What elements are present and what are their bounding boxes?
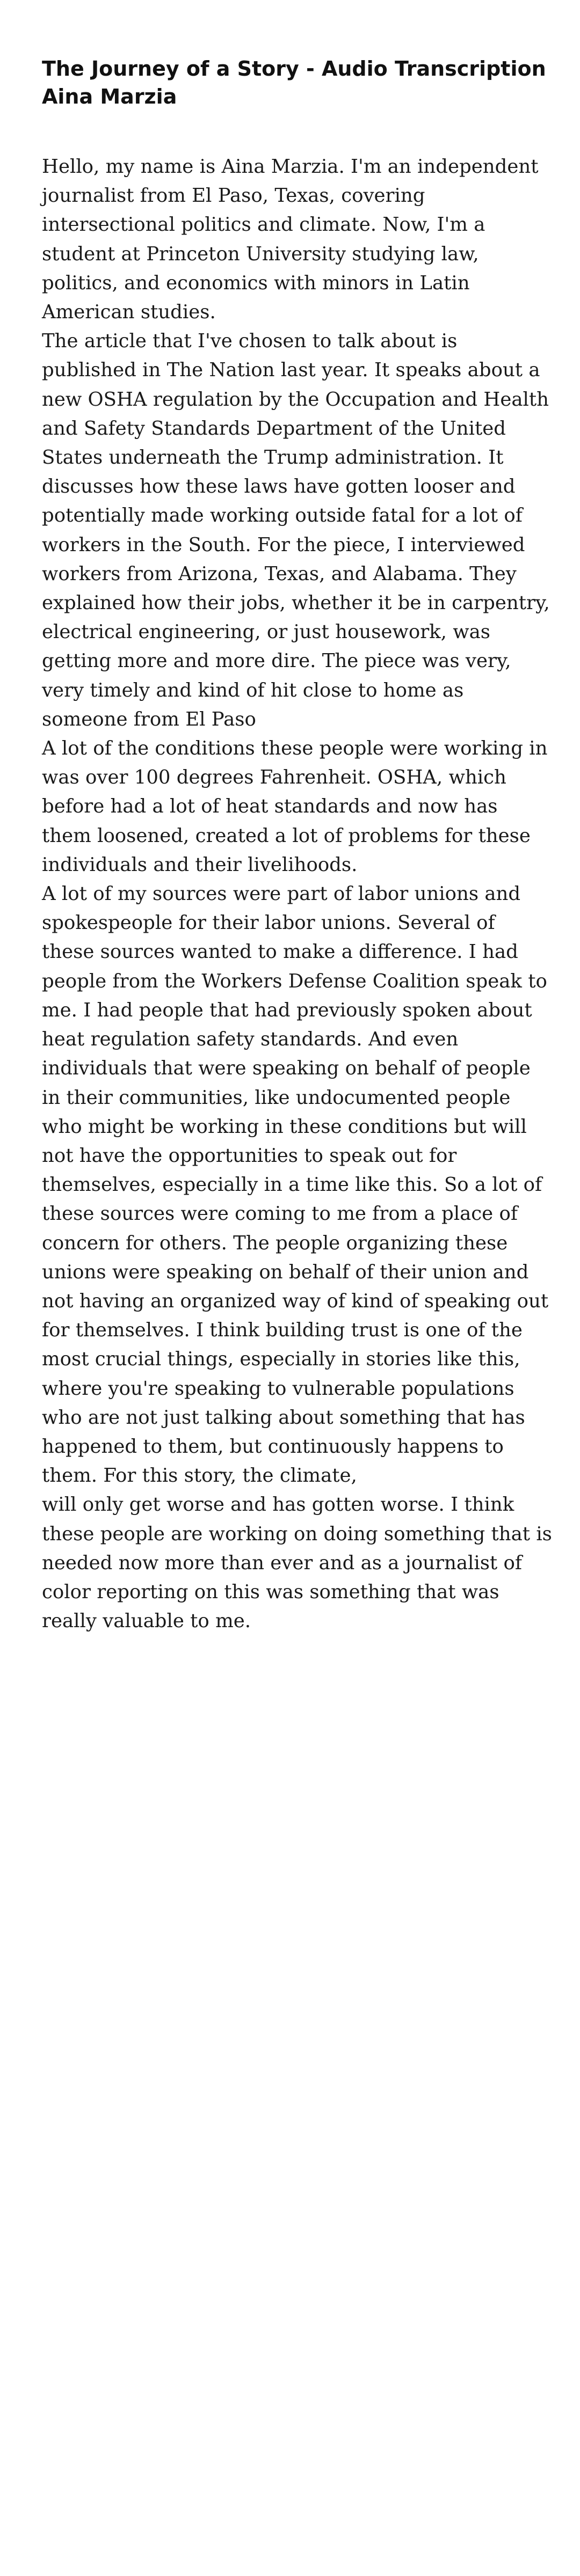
paragraph-conditions: A lot of the conditions these people were working in was over 100 degrees Fahrenheit. OSHA, which before had a lot of heat standards and now has them loosened, created a lot of problems for these individuals and their livelihoods. (42, 737, 548, 876)
transcript-body (42, 152, 552, 1636)
paragraph-introduction: Hello, my name is Aina Marzia. I'm an independent journalist from El Paso, Texas, covering intersectional politics and climate. Now, I'm a student at Princeton University studying law, politics, and economics with minors in Latin American studies. (42, 156, 539, 324)
paragraph-conclusion: will only get worse and has gotten worse. I think these people are working on doing something that is needed now more than ever and as a journalist of color reporting on this was something that was really valuable to me. (42, 1494, 552, 1633)
document-title (42, 55, 547, 111)
author-name: Aina Marzia (42, 85, 177, 108)
paragraph-article: The article that I've chosen to talk about is published in The Nation last year. It speaks about a new OSHA regulation by the Occupation and Health and Safety Standards Department of the United States underneath the Trump administration. It discusses how these laws have gotten looser and potentially made working outside fatal for a lot of workers in the South. For the piece, I interviewed workers from Arizona, Texas, and Alabama. They explained how their jobs, whether it be in carpentry, electrical engineering, or just housework, was getting more and more dire. The piece was very, very timely and kind of hit close to home as someone from El Paso (42, 330, 550, 730)
paragraph-sources: A lot of my sources were part of labor unions and spokespeople for their labor unions. Several of these sources wanted to make a difference. I had people from the Workers Defense Coalition speak to me. I had people that had previously spoken about heat regulation safety standards. And even individuals that were speaking on behalf of people in their communities, like undocumented people who might be working in these conditions but will not have the opportunities to speak out for themselves, especially in a time like this. So a lot of these sources were coming to me from a place of concern for others. The people organizing these unions were speaking on behalf of their union and not having an organized way of kind of speaking out for themselves. I think building trust is one of the most crucial things, especially in stories like this, where you're speaking to vulnerable populations who are not just talking about something that has happened to them, but continuously happens to them. For this story, the climate, (42, 883, 549, 1487)
title-text: The Journey of a Story - Audio Transcription (42, 57, 546, 80)
